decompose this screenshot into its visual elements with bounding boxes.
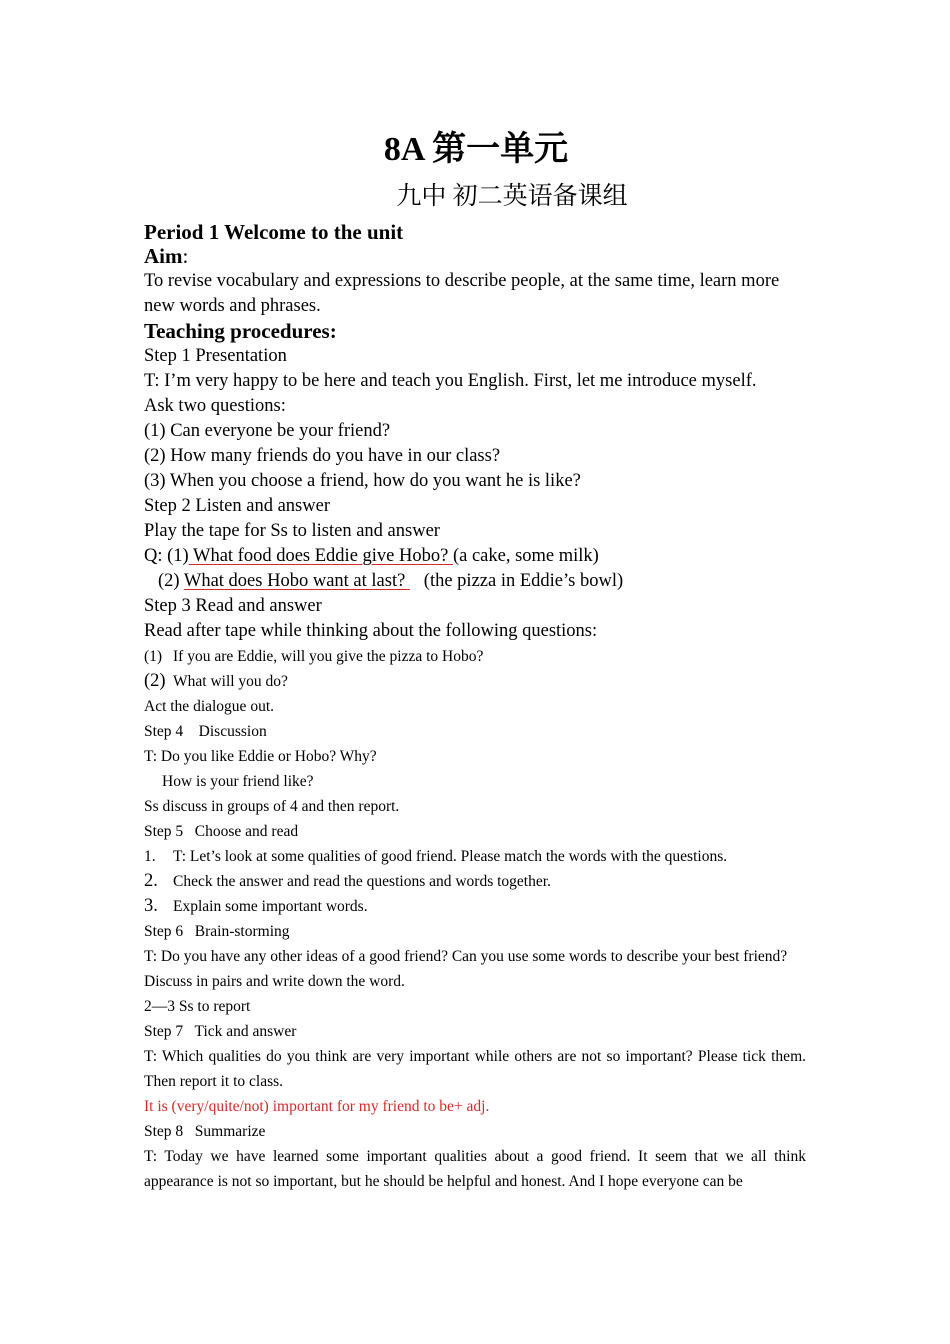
step5-item-text: T: Let’s look at some qualities of good friend. Please match the words with the questions. — [173, 848, 728, 865]
step5-heading: Step 5 Choose and read — [144, 823, 299, 840]
step6-line: T: Do you have any other ideas of a good friend? Can you use some words to describe your best friend? — [144, 948, 788, 965]
step6-line: Discuss in pairs and write down the word. — [144, 973, 405, 990]
aim-text: To revise vocabulary and expressions to describe people, at the same time, learn more new words and phrases. — [144, 271, 780, 316]
q2-prefix: (2) — [158, 571, 184, 591]
aim-label: Aim — [144, 244, 183, 268]
procedures-heading: Teaching procedures: — [144, 319, 337, 343]
step3-item — [144, 644, 806, 669]
step3-heading: Step 3 Read and answer — [144, 596, 322, 616]
step3-item-text: If you are Eddie, will you give the pizza to Hobo? — [173, 648, 484, 665]
step4-heading: Step 4 Discussion — [144, 723, 267, 740]
step2-question-2 — [144, 569, 806, 594]
step8-heading: Step 8 Summarize — [144, 1123, 266, 1140]
q1-question: What food does Eddie give Hobo? — [188, 546, 453, 566]
step6-line: 2—3 Ss to report — [144, 998, 251, 1015]
aim-heading — [144, 244, 806, 269]
step2-question-1 — [144, 544, 806, 569]
step1-line: Ask two questions: — [144, 396, 286, 416]
step1-line: (1) Can everyone be your friend? — [144, 421, 391, 441]
step5-item-number: 1. — [144, 848, 156, 865]
document-title: 8A 第一单元 — [383, 131, 569, 168]
period-heading: Period 1 Welcome to the unit — [144, 220, 404, 244]
step1-line: (3) When you choose a friend, how do you want he is like? — [144, 471, 581, 491]
step3-intro: Read after tape while thinking about the following questions: — [144, 621, 598, 641]
step5-item-text: Explain some important words. — [173, 898, 368, 915]
step7-sentence-pattern: It is (very/quite/not) important for my friend to be+ adj. — [144, 1098, 490, 1115]
step8-text: T: Today we have learned some important qualities about a good friend. It seem that we all think appearance is not so important, but he should be helpful and honest. And I hope everyone can be — [144, 1148, 806, 1190]
q1-prefix: Q: (1) — [144, 546, 189, 566]
step2-intro: Play the tape for Ss to listen and answer — [144, 521, 440, 541]
step3-item-number: (1) — [144, 648, 163, 665]
step1-line: T: I’m very happy to be here and teach you English. First, let me introduce myself. — [144, 371, 757, 391]
step1-line: (2) How many friends do you have in our class? — [144, 446, 501, 466]
step3-item-text: What will you do? — [173, 673, 288, 690]
step4-line: How is your friend like? — [162, 773, 314, 790]
step5-item-number: 2. — [144, 871, 158, 891]
step5-item-number: 3. — [144, 896, 158, 916]
step5-item-text: Check the answer and read the questions and words together. — [173, 873, 551, 890]
step5-item — [144, 894, 806, 919]
q2-answer: (the pizza in Eddie’s bowl) — [409, 571, 624, 591]
step3-outro: Act the dialogue out. — [144, 698, 274, 715]
step6-heading: Step 6 Brain-storming — [144, 923, 290, 940]
q1-answer: (a cake, some milk) — [452, 546, 599, 566]
step7-text: T: Which qualities do you think are very important while others are not so important? Please tick them. Then report it to class. — [144, 1048, 806, 1090]
step5-item — [144, 869, 806, 894]
step7-heading: Step 7 Tick and answer — [144, 1023, 297, 1040]
step4-line: Ss discuss in groups of 4 and then report. — [144, 798, 400, 815]
step4-line: T: Do you like Eddie or Hobo? Why? — [144, 748, 377, 765]
document-subtitle: 九中 初二英语备课组 — [396, 183, 628, 210]
q2-question: What does Hobo want at last? — [183, 571, 410, 591]
step5-item — [144, 844, 806, 869]
document-page — [144, 128, 806, 1194]
step3-item — [144, 669, 806, 694]
aim-colon: : — [182, 244, 189, 268]
step2-heading: Step 2 Listen and answer — [144, 496, 330, 516]
step1-heading: Step 1 Presentation — [144, 346, 287, 366]
step3-item-number: (2) — [144, 671, 166, 691]
